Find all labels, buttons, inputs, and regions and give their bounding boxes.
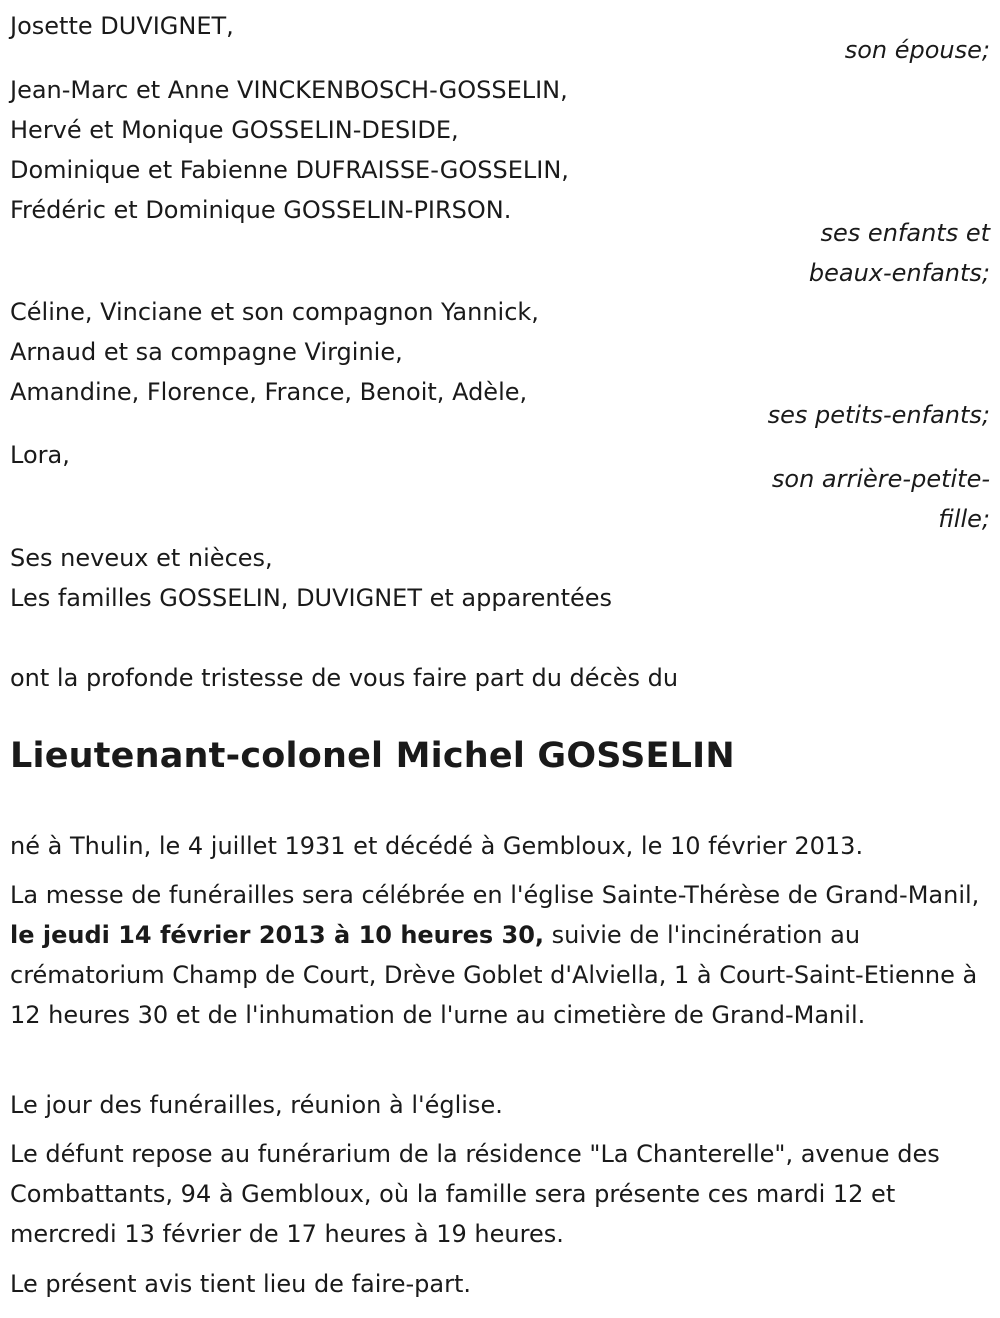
funeral-text: La messe de funérailles sera célébrée en l'église Sainte-Thérèse de Grand-Manil, <box>10 881 980 909</box>
grandchild-line: Amandine, Florence, France, Benoit, Adèle, <box>10 378 528 406</box>
relatives-line: Les familles GOSSELIN, DUVIGNET et apparentées <box>10 584 613 612</box>
funeral-text: suivie de l'incinération au crématorium Champ de Court, Drève Goblet d'Alviella, 1 à Court-Saint-Etienne à 12 heures 30 et de l'inhumation de l'urne au cimetière de Grand-Manil. <box>10 921 978 1029</box>
children-relation: beaux-enfants; <box>808 259 990 287</box>
great-grandchild-name: Lora, <box>10 441 70 469</box>
announcement-text: ont la profonde tristesse de vous faire part du décès du <box>10 664 679 692</box>
grandchildren-relation: ses petits-enfants; <box>767 401 990 429</box>
great-grandchild-relation: son arrière-petite- <box>771 465 990 493</box>
deceased-name: Lieutenant-colonel Michel GOSSELIN <box>10 736 735 776</box>
children-relation: ses enfants et <box>820 219 990 247</box>
meeting-text: Le jour des funérailles, réunion à l'église. <box>10 1091 503 1119</box>
grandchild-line: Céline, Vinciane et son compagnon Yannick, <box>10 298 539 326</box>
visitation-paragraph: Le défunt repose au funérarium de la résidence "La Chanterelle", avenue des Combattants, 94 à Gembloux, où la famille sera présente ces mardi 12 et mercredi 13 février de 17 heures à 19 heures. <box>10 1140 940 1248</box>
funeral-paragraph <box>10 875 995 1035</box>
child-line: Jean-Marc et Anne VINCKENBOSCH-GOSSELIN, <box>10 76 568 104</box>
relatives-line: Ses neveux et nièces, <box>10 544 273 572</box>
spouse-name: Josette DUVIGNET, <box>10 12 234 40</box>
great-grandchild-relation: fille; <box>938 505 990 533</box>
funeral-date: le jeudi 14 février 2013 à 10 heures 30, <box>10 921 545 949</box>
spouse-relation: son épouse; <box>844 36 990 64</box>
birth-death-text: né à Thulin, le 4 juillet 1931 et décédé à Gembloux, le 10 février 2013. <box>10 832 864 860</box>
closing-text: Le présent avis tient lieu de faire-part. <box>10 1270 472 1298</box>
child-line: Hervé et Monique GOSSELIN-DESIDE, <box>10 116 459 144</box>
child-line: Frédéric et Dominique GOSSELIN-PIRSON. <box>10 196 512 224</box>
obituary-notice <box>10 0 990 1318</box>
child-line: Dominique et Fabienne DUFRAISSE-GOSSELIN, <box>10 156 569 184</box>
grandchild-line: Arnaud et sa compagne Virginie, <box>10 338 403 366</box>
